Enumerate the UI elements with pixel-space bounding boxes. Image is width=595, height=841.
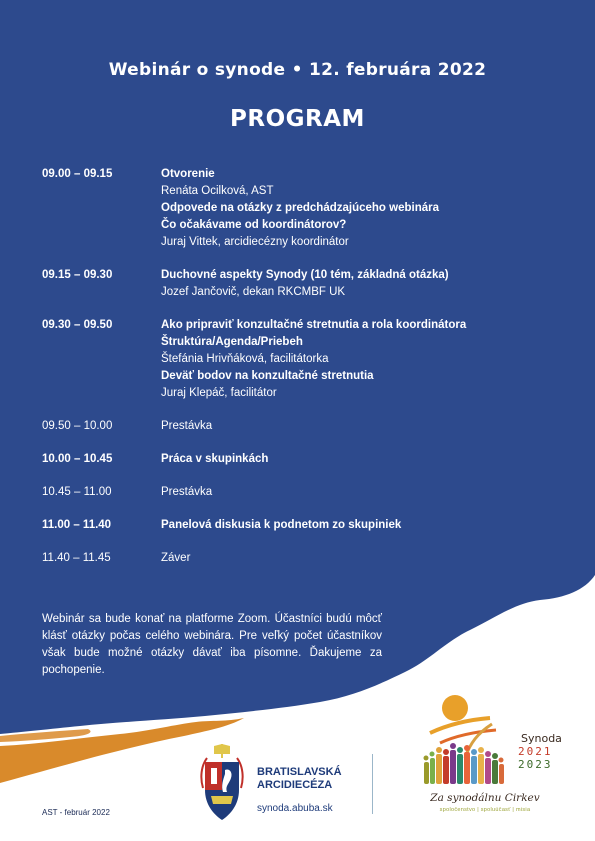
- schedule-time: 09.00 – 09.15: [42, 168, 113, 180]
- session-title: Štruktúra/Agenda/Priebeh: [161, 336, 303, 348]
- schedule-items: [161, 484, 562, 501]
- synod-subtitle: spoločenstvo | spoluúčasť | misia: [439, 807, 531, 813]
- session-title: Čo očakávame od koordinátorov?: [161, 219, 347, 231]
- archdiocese-line1: BRATISLAVSKÁ: [257, 766, 342, 778]
- schedule-row: [42, 418, 562, 435]
- schedule-row: [42, 317, 562, 402]
- schedule-items: [161, 267, 562, 301]
- schedule-items: [161, 550, 562, 567]
- website-link[interactable]: synoda.abuba.sk: [257, 803, 333, 814]
- session-title: Ako pripraviť konzultačné stretnutia a rola koordinátora: [161, 319, 467, 331]
- schedule-time: 10.45 – 11.00: [42, 486, 112, 498]
- session-title: Odpovede na otázky z predchádzajúceho webinára: [161, 202, 439, 214]
- schedule-time: 09.50 – 10.00: [42, 420, 113, 432]
- synod-word: Synoda: [521, 732, 562, 745]
- session-speaker: Prestávka: [161, 420, 213, 432]
- schedule-time: 11.00 – 11.40: [42, 519, 112, 531]
- schedule-items: [161, 517, 562, 534]
- archdiocese-name: [257, 766, 342, 792]
- schedule-time: 09.15 – 09.30: [42, 269, 113, 281]
- footer-date: AST - február 2022: [42, 808, 110, 817]
- session-title: Otvorenie: [161, 168, 215, 180]
- archdiocese-line2: ARCIDIECÉZA: [257, 779, 333, 791]
- session-speaker: Prestávka: [161, 486, 213, 498]
- schedule-row: [42, 267, 562, 301]
- session-speaker: Jozef Jančovič, dekan RKCMBF UK: [161, 286, 346, 298]
- footer-divider: [372, 754, 373, 814]
- schedule-items: [161, 418, 562, 435]
- synod-year-end: 2023: [518, 758, 553, 771]
- session-title: Práca v skupinkách: [161, 453, 269, 465]
- session-speaker: Štefánia Hrivňáková, facilitátorka: [161, 353, 329, 365]
- session-title: Panelová diskusia k podnetom zo skupiniek: [161, 519, 402, 531]
- schedule-time: 10.00 – 10.45: [42, 453, 113, 465]
- synod-year-start: 2021: [518, 745, 553, 758]
- zoom-note: Webinár sa bude konať na platforme Zoom. Účastníci budú môcť klásť otázky počas celého webinára. Pre veľký počet účastníkov však bude možné otázky dávať iba písomne. Ďakujeme za pochopenie.: [42, 613, 382, 676]
- schedule-row: [42, 550, 562, 567]
- schedule-row: [42, 451, 562, 468]
- coat-of-arms-icon: [197, 744, 247, 824]
- schedule-row: [42, 484, 562, 501]
- session-speaker: Záver: [161, 552, 191, 564]
- schedule-items: [161, 317, 562, 402]
- session-speaker: Renáta Ocilková, AST: [161, 185, 274, 197]
- schedule-time: 11.40 – 11.45: [42, 552, 111, 564]
- synod-tagline: Za synodálnu Cirkev: [430, 792, 540, 804]
- program-heading: PROGRAM: [230, 106, 365, 132]
- webinar-title: Webinár o synode • 12. februára 2022: [108, 60, 487, 80]
- session-title: Deväť bodov na konzultačné stretnutia: [161, 370, 374, 382]
- schedule-time: 09.30 – 09.50: [42, 319, 113, 331]
- session-speaker: Juraj Vittek, arcidiecézny koordinátor: [161, 236, 349, 248]
- schedule-row: [42, 517, 562, 534]
- schedule-row: [42, 166, 562, 251]
- session-speaker: Juraj Klepáč, facilitátor: [161, 387, 277, 399]
- schedule-items: [161, 451, 562, 468]
- session-title: Duchovné aspekty Synody (10 tém, základná otázka): [161, 269, 449, 281]
- schedule-items: [161, 166, 562, 251]
- schedule-list: [42, 166, 562, 583]
